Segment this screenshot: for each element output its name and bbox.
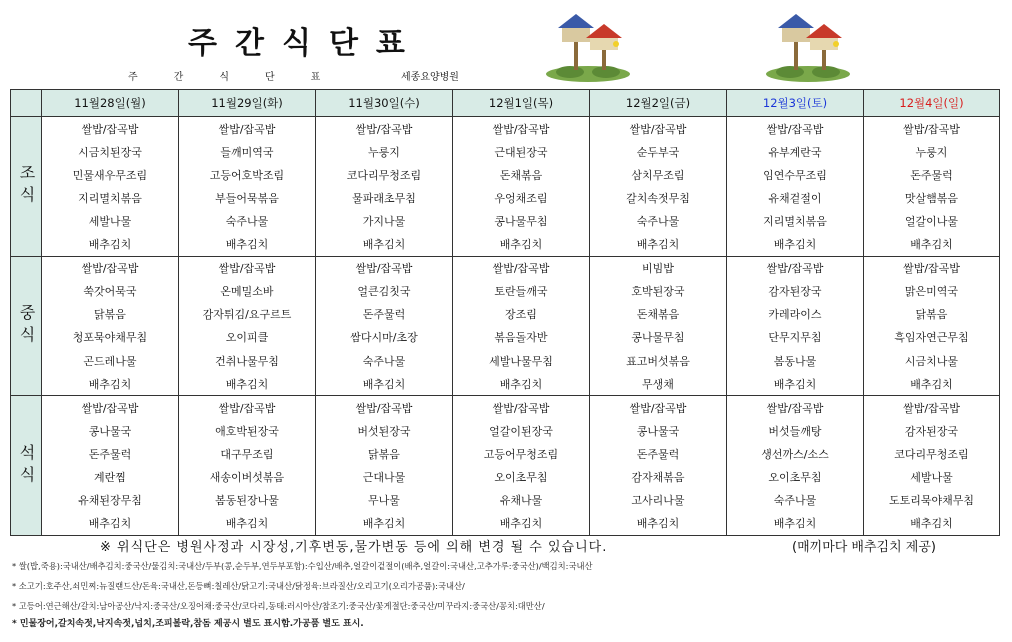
menu-cell: 임연수무조림 [727, 163, 864, 186]
menu-cell: 돈주물럭 [590, 442, 727, 465]
menu-cell: 대구무조림 [179, 442, 316, 465]
menu-cell: 쌀밥/잡곡밥 [590, 117, 727, 141]
menu-cell: 고등어무청조림 [453, 442, 590, 465]
menu-cell: 콩나물국 [42, 419, 179, 442]
menu-cell: 숙주나물 [316, 349, 453, 372]
menu-row [11, 442, 1000, 465]
weekly-menu-table [10, 89, 1000, 536]
menu-cell: 콩나물무침 [590, 326, 727, 349]
menu-cell: 돈채볶음 [590, 303, 727, 326]
menu-cell: 배추김치 [590, 232, 727, 256]
menu-cell: 쌀밥/잡곡밥 [42, 256, 179, 280]
menu-cell: 콩나물국 [590, 419, 727, 442]
menu-cell: 유채겉절이 [727, 186, 864, 209]
menu-cell: 물파래초무침 [316, 186, 453, 209]
menu-cell: 비빔밥 [590, 256, 727, 280]
menu-cell: 돈주물럭 [316, 303, 453, 326]
meal-label: 조식 [11, 117, 42, 257]
menu-cell: 맑은미역국 [864, 280, 1000, 303]
menu-cell: 세발나물 [42, 209, 179, 232]
menu-cell: 오이초무침 [727, 465, 864, 488]
menu-row [11, 326, 1000, 349]
menu-cell: 봄동나물 [727, 349, 864, 372]
menu-cell: 얼큰김칫국 [316, 280, 453, 303]
menu-cell: 감자튀김/요구르트 [179, 303, 316, 326]
menu-cell: 숙주나물 [179, 209, 316, 232]
menu-cell: 쌀밥/잡곡밥 [864, 396, 1000, 420]
menu-cell: 오이초무침 [453, 465, 590, 488]
menu-cell: 도토리묵야채무침 [864, 489, 1000, 512]
menu-cell: 닭볶음 [316, 442, 453, 465]
origin-note-rice-kimchi: * 쌀(밥,죽용):국내산/배추김치:중국산/물김치:국내산/두부(콩,순두부,연두부포함):수입산/배추,얼갈이겉절이(배추,얼갈이:국내산,고추가루:중국산)/백김치:국내산 [12, 561, 593, 571]
menu-row [11, 280, 1000, 303]
menu-cell: 배추김치 [727, 512, 864, 536]
page-subtitle: 주간식단표 [128, 72, 357, 83]
menu-cell: 유채나물 [453, 489, 590, 512]
menu-cell: 콩나물무침 [453, 209, 590, 232]
menu-cell: 생선까스/소스 [727, 442, 864, 465]
menu-cell: 쌀밥/잡곡밥 [316, 256, 453, 280]
menu-cell: 근대된장국 [453, 140, 590, 163]
menu-row [11, 349, 1000, 372]
menu-row [11, 186, 1000, 209]
menu-cell: 청포묵야채무침 [42, 326, 179, 349]
kimchi-notice: (매끼마다 배추김치 제공) [792, 540, 936, 555]
menu-cell: 쌀밥/잡곡밥 [590, 396, 727, 420]
menu-cell: 시금치된장국 [42, 140, 179, 163]
day-header-saturday: 12월3일(토) [727, 90, 864, 117]
menu-cell: 가지나물 [316, 209, 453, 232]
menu-row [11, 396, 1000, 420]
menu-cell: 단무지무침 [727, 326, 864, 349]
menu-cell: 고등어호박조림 [179, 163, 316, 186]
origin-note-meat: * 소고기:호주산,쇠민찌:뉴질랜드산/돈육:국내산,돈등뼈:칠레산/닭고기:국내산/닭정육:브라질산/오리고기(오리가공품):국내산/ [12, 581, 465, 591]
menu-cell: 닭볶음 [42, 303, 179, 326]
meal-label: 중식 [11, 256, 42, 396]
menu-cell: 곤드레나물 [42, 349, 179, 372]
menu-cell: 지리멸치볶음 [42, 186, 179, 209]
menu-cell: 코다리무청조림 [864, 442, 1000, 465]
menu-cell: 쌀밥/잡곡밥 [42, 396, 179, 420]
menu-cell: 쌀밥/잡곡밥 [864, 117, 1000, 141]
menu-cell: 들깨미역국 [179, 140, 316, 163]
menu-cell: 갈치속젓무침 [590, 186, 727, 209]
menu-cell: 장조림 [453, 303, 590, 326]
menu-cell: 표고버섯볶음 [590, 349, 727, 372]
menu-cell: 쌀밥/잡곡밥 [727, 256, 864, 280]
menu-cell: 감자된장국 [864, 419, 1000, 442]
menu-cell: 배추김치 [316, 232, 453, 256]
menu-row [11, 209, 1000, 232]
day-header-sunday: 12월4일(일) [864, 90, 1000, 117]
menu-cell: 새송이버섯볶음 [179, 465, 316, 488]
menu-cell: 돈채볶음 [453, 163, 590, 186]
menu-cell: 호박된장국 [590, 280, 727, 303]
menu-cell: 세발나물 [864, 465, 1000, 488]
origin-note-fish: * 고등어:연근해산/갈치:남아공산/낙지:중국산/오징어채:중국산/코다리,동태:러시아산/참조기:중국산/꽃게절단:중국산/미꾸라지:중국산/꽁치:대만산/ [12, 601, 545, 611]
menu-cell: 계란찜 [42, 465, 179, 488]
menu-cell: 민물새우무조림 [42, 163, 179, 186]
day-header: 12월2일(금) [590, 90, 727, 117]
menu-cell: 배추김치 [42, 372, 179, 396]
menu-cell: 시금치나물 [864, 349, 1000, 372]
menu-row [11, 140, 1000, 163]
menu-cell: 배추김치 [316, 512, 453, 536]
menu-cell: 쌀밥/잡곡밥 [453, 396, 590, 420]
menu-cell: 순두부국 [590, 140, 727, 163]
change-notice: ※ 위식단은 병원사정과 시장성,기후변동,물가변동 등에 의해 변경 될 수 있습니다. [100, 540, 608, 555]
menu-cell: 배추김치 [864, 512, 1000, 536]
menu-cell: 얼갈이된장국 [453, 419, 590, 442]
menu-cell: 누룽지 [316, 140, 453, 163]
menu-cell: 배추김치 [179, 512, 316, 536]
menu-row [11, 117, 1000, 141]
mailbox-house-illustration [760, 8, 855, 83]
menu-cell: 근대나물 [316, 465, 453, 488]
meal-label: 석식 [11, 396, 42, 536]
menu-row [11, 419, 1000, 442]
corner-cell [11, 90, 42, 117]
day-header: 11월30일(수) [316, 90, 453, 117]
date-header-row [11, 90, 1000, 117]
menu-cell: 숙주나물 [727, 489, 864, 512]
menu-cell: 고사리나물 [590, 489, 727, 512]
menu-cell: 쌀밥/잡곡밥 [179, 256, 316, 280]
menu-cell: 삼치무조림 [590, 163, 727, 186]
menu-cell: 쌀밥/잡곡밥 [316, 117, 453, 141]
menu-cell: 쌀밥/잡곡밥 [316, 396, 453, 420]
menu-cell: 누룽지 [864, 140, 1000, 163]
origin-note-special: * 민물장어,갈치속젓,낙지속젓,넙치,조피볼락,참돔 제공시 별도 표시함.가공품 별도 표시. [12, 619, 364, 629]
menu-cell: 배추김치 [727, 372, 864, 396]
menu-cell: 배추김치 [864, 232, 1000, 256]
menu-cell: 배추김치 [453, 512, 590, 536]
menu-row [11, 163, 1000, 186]
menu-row [11, 303, 1000, 326]
menu-cell: 쌈다시마/초장 [316, 326, 453, 349]
menu-cell: 부들어묵볶음 [179, 186, 316, 209]
menu-cell: 우엉채조림 [453, 186, 590, 209]
menu-cell: 쌀밥/잡곡밥 [179, 396, 316, 420]
menu-cell: 코다리무청조림 [316, 163, 453, 186]
menu-cell: 배추김치 [590, 512, 727, 536]
menu-cell: 세발나물무침 [453, 349, 590, 372]
menu-cell: 돈주물럭 [864, 163, 1000, 186]
menu-cell: 유부계란국 [727, 140, 864, 163]
menu-cell: 돈주물럭 [42, 442, 179, 465]
menu-cell: 배추김치 [42, 512, 179, 536]
menu-cell: 온메밀소바 [179, 280, 316, 303]
menu-cell: 배추김치 [864, 372, 1000, 396]
menu-cell: 무나물 [316, 489, 453, 512]
hospital-name: 세종요양병원 [401, 72, 459, 83]
menu-row [11, 489, 1000, 512]
menu-cell: 쌀밥/잡곡밥 [864, 256, 1000, 280]
menu-cell: 쌀밥/잡곡밥 [453, 256, 590, 280]
menu-row [11, 465, 1000, 488]
menu-cell: 봄동된장나물 [179, 489, 316, 512]
day-header: 11월28일(월) [42, 90, 179, 117]
menu-cell: 지리멸치볶음 [727, 209, 864, 232]
day-header: 11월29일(화) [179, 90, 316, 117]
menu-cell: 배추김치 [727, 232, 864, 256]
menu-cell: 버섯들깨탕 [727, 419, 864, 442]
menu-cell: 쌀밥/잡곡밥 [42, 117, 179, 141]
menu-cell: 배추김치 [316, 372, 453, 396]
menu-cell: 닭볶음 [864, 303, 1000, 326]
menu-cell: 버섯된장국 [316, 419, 453, 442]
menu-cell: 유채된장무침 [42, 489, 179, 512]
menu-cell: 얼갈이나물 [864, 209, 1000, 232]
menu-cell: 토란들깨국 [453, 280, 590, 303]
day-header: 12월1일(목) [453, 90, 590, 117]
menu-cell: 카레라이스 [727, 303, 864, 326]
menu-cell: 쌀밥/잡곡밥 [179, 117, 316, 141]
menu-cell: 배추김치 [179, 372, 316, 396]
page-title: 주간식단표 [188, 26, 423, 61]
menu-row [11, 232, 1000, 256]
menu-cell: 쌀밥/잡곡밥 [727, 117, 864, 141]
menu-cell: 감자된장국 [727, 280, 864, 303]
menu-cell: 쑥갓어묵국 [42, 280, 179, 303]
menu-cell: 쌀밥/잡곡밥 [453, 117, 590, 141]
menu-cell: 배추김치 [453, 372, 590, 396]
menu-cell: 애호박된장국 [179, 419, 316, 442]
menu-cell: 오이피클 [179, 326, 316, 349]
menu-cell: 숙주나물 [590, 209, 727, 232]
menu-row [11, 256, 1000, 280]
menu-cell: 건취나물무침 [179, 349, 316, 372]
menu-cell: 무생채 [590, 372, 727, 396]
menu-cell: 흑임자연근무침 [864, 326, 1000, 349]
menu-cell: 맛살햄볶음 [864, 186, 1000, 209]
menu-row [11, 372, 1000, 396]
menu-cell: 배추김치 [453, 232, 590, 256]
menu-cell: 감자채볶음 [590, 465, 727, 488]
menu-cell: 볶음돌자반 [453, 326, 590, 349]
menu-cell: 배추김치 [179, 232, 316, 256]
mailbox-house-illustration [540, 8, 635, 83]
menu-cell: 배추김치 [42, 232, 179, 256]
menu-cell: 쌀밥/잡곡밥 [727, 396, 864, 420]
menu-row [11, 512, 1000, 536]
